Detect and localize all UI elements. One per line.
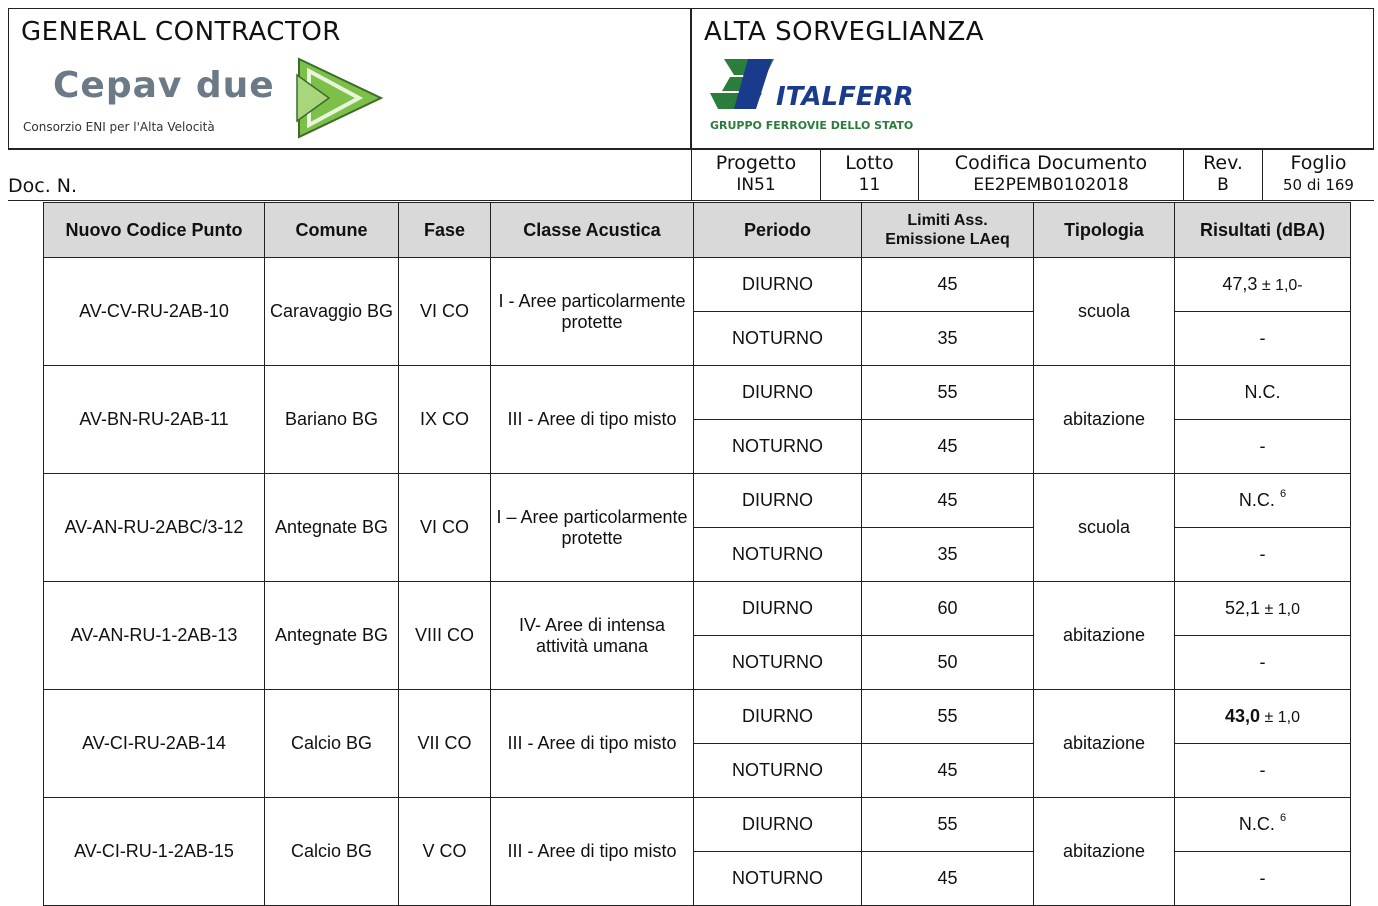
cepav-subtitle: Consorzio ENI per l'Alta Velocità [23,120,215,134]
periodo-cell: NOTURNO [694,420,862,474]
fase-cell: VI CO [399,258,491,366]
lotto-cell [820,150,918,200]
table-row [44,582,1351,636]
periodo-cell: NOTURNO [694,312,862,366]
risultato-cell [1175,420,1351,474]
limite-cell: 35 [862,528,1034,582]
codifica-cell [918,150,1183,200]
column-header: Comune [265,203,399,258]
periodo-cell: NOTURNO [694,744,862,798]
comune-cell: Antegnate BG [265,474,399,582]
column-header: Classe Acustica [491,203,694,258]
risultato-cell [1175,312,1351,366]
periodo-cell: NOTURNO [694,852,862,906]
risultato-cell [1175,852,1351,906]
point-code-cell: AV-CI-RU-2AB-14 [44,690,265,798]
risultato-value: 43,0 [1225,706,1261,726]
point-code-cell: AV-CV-RU-2AB-10 [44,258,265,366]
rev-label: Rev. [1203,152,1243,174]
fase-cell: VIII CO [399,582,491,690]
foglio-cell [1262,150,1374,200]
table-header-row [44,203,1351,258]
fase-cell: VI CO [399,474,491,582]
fase-cell: VII CO [399,690,491,798]
limite-cell: 55 [862,798,1034,852]
limiti-line1: Limiti Ass. [907,212,988,229]
periodo-cell: DIURNO [694,474,862,528]
periodo-cell: DIURNO [694,798,862,852]
limite-cell: 45 [862,420,1034,474]
classe-acustica-cell: III - Aree di tipo misto [491,690,694,798]
risultato-value: N.C. [1238,490,1275,510]
progetto-cell [691,150,820,200]
surveillance-header [691,8,1374,149]
codifica-value: EE2PEMB0102018 [973,175,1129,195]
column-header: Periodo [694,203,862,258]
noise-measurements-table [43,202,1351,906]
periodo-cell: DIURNO [694,366,862,420]
risultato-value: N.C. [1238,814,1275,834]
limite-cell: 45 [862,852,1034,906]
risultato-cell [1175,636,1351,690]
risultato-cell [1175,474,1351,528]
cepav-arrow-logo-icon [289,53,389,143]
risultato-value: - [1259,652,1266,672]
limite-cell: 55 [862,690,1034,744]
risultato-value: - [1259,328,1266,348]
point-code-cell: AV-AN-RU-1-2AB-13 [44,582,265,690]
italferr-logo-icon [704,49,929,154]
tipologia-cell: abitazione [1034,690,1175,798]
column-header-limiti [862,203,1034,258]
risultato-value: - [1259,544,1266,564]
risultato-cell [1175,690,1351,744]
alta-sorveglianza-title: ALTA SORVEGLIANZA [704,17,985,47]
general-contractor-title: GENERAL CONTRACTOR [21,17,341,47]
lotto-value: 11 [858,175,881,195]
fase-cell: V CO [399,798,491,906]
risultato-value: - [1259,760,1266,780]
document-code-row [8,149,1374,201]
comune-cell: Calcio BG [265,690,399,798]
progetto-label: Progetto [715,152,797,174]
column-header: Nuovo Codice Punto [44,203,265,258]
doc-number-label: Doc. N. [8,175,78,197]
italferr-name: ITALFERR [776,82,914,112]
table-row [44,690,1351,744]
periodo-cell: NOTURNO [694,636,862,690]
table-body [44,258,1351,906]
column-header: Tipologia [1034,203,1175,258]
rev-value: B [1217,175,1229,195]
classe-acustica-cell: III - Aree di tipo misto [491,366,694,474]
classe-acustica-cell: III - Aree di tipo misto [491,798,694,906]
table-row [44,474,1351,528]
point-code-cell: AV-CI-RU-1-2AB-15 [44,798,265,906]
periodo-cell: DIURNO [694,258,862,312]
column-header: Risultati (dBA) [1175,203,1351,258]
risultato-cell [1175,528,1351,582]
periodo-cell: DIURNO [694,690,862,744]
limite-cell: 45 [862,474,1034,528]
classe-acustica-cell: I - Aree particolarmente protette [491,258,694,366]
tipologia-cell: abitazione [1034,582,1175,690]
codifica-label: Codifica Documento [954,152,1148,174]
tipologia-cell: scuola [1034,474,1175,582]
footnote-ref: 6 [1279,812,1287,824]
column-header: Fase [399,203,491,258]
progetto-value: IN51 [736,175,776,195]
point-code-cell: AV-AN-RU-2ABC/3-12 [44,474,265,582]
risultato-value: 52,1 [1225,598,1261,618]
foglio-value: 50 di 169 [1283,176,1354,194]
italferr-subtitle: GRUPPO FERROVIE DELLO STATO [710,119,914,132]
limite-cell: 60 [862,582,1034,636]
point-code-cell: AV-BN-RU-2AB-11 [44,366,265,474]
classe-acustica-cell: I – Aree particolarmente protette [491,474,694,582]
risultato-cell [1175,582,1351,636]
comune-cell: Calcio BG [265,798,399,906]
comune-cell: Antegnate BG [265,582,399,690]
periodo-cell: DIURNO [694,582,862,636]
lotto-label: Lotto [845,152,894,174]
table-row [44,798,1351,852]
limite-cell: 45 [862,744,1034,798]
table-row [44,258,1351,312]
periodo-cell: NOTURNO [694,528,862,582]
fase-cell: IX CO [399,366,491,474]
limite-cell: 35 [862,312,1034,366]
risultato-uncertainty: ± 1,0 [1260,709,1300,726]
table-row [44,366,1351,420]
risultato-value: - [1259,436,1266,456]
limite-cell: 50 [862,636,1034,690]
classe-acustica-cell: IV- Aree di intensa attività umana [491,582,694,690]
foglio-label: Foglio [1290,152,1347,174]
limite-cell: 45 [862,258,1034,312]
limiti-line2: Emissione LAeq [885,231,1010,248]
risultato-cell [1175,366,1351,420]
risultato-cell [1175,798,1351,852]
footnote-ref: 6 [1279,488,1287,500]
tipologia-cell: scuola [1034,258,1175,366]
contractor-header [8,8,691,149]
risultato-value: N.C. [1244,382,1281,402]
risultato-cell [1175,744,1351,798]
tipologia-cell: abitazione [1034,366,1175,474]
risultato-uncertainty: ± 1,0 [1260,601,1300,618]
risultato-value: 47,3 [1222,274,1258,294]
comune-cell: Caravaggio BG [265,258,399,366]
risultato-uncertainty: ± 1,0- [1257,277,1303,294]
risultato-cell [1175,258,1351,312]
limite-cell: 55 [862,366,1034,420]
tipologia-cell: abitazione [1034,798,1175,906]
comune-cell: Bariano BG [265,366,399,474]
rev-cell [1183,150,1262,200]
risultato-value: - [1259,868,1266,888]
cepav-logo-text: Cepav due [53,65,275,106]
